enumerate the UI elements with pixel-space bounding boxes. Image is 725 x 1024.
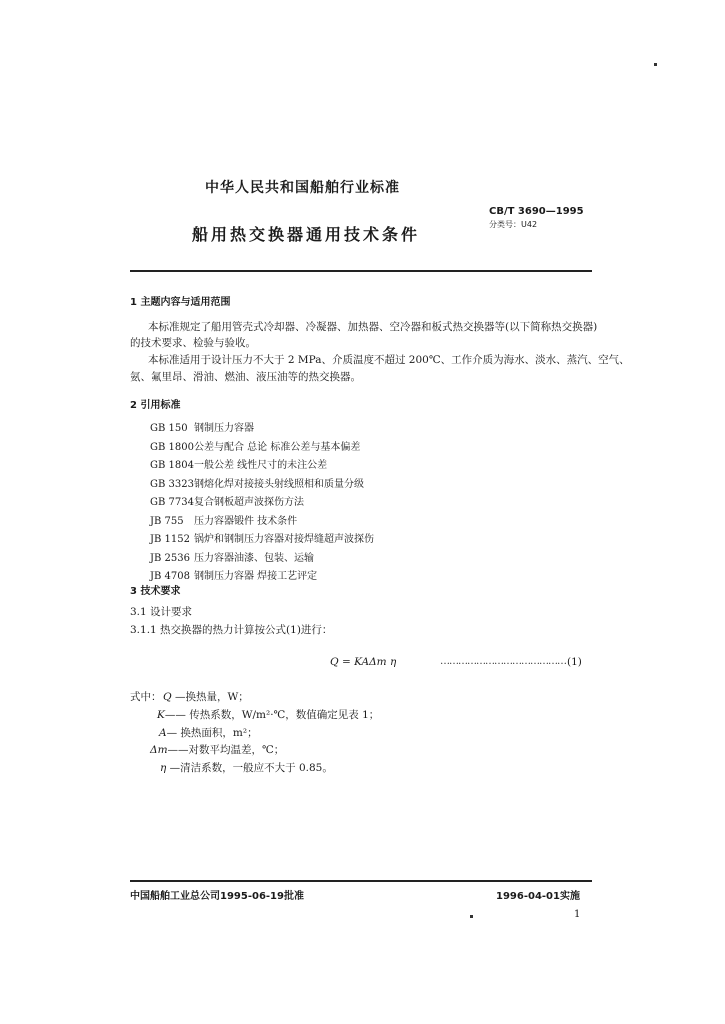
classification-number: 分类号：U42 (489, 220, 538, 229)
reference-item: JB 4708 钢制压力容器 焊接工艺评定 (150, 571, 318, 582)
reference-item: JB 2536 压力容器油漆、包装、运输 (150, 552, 314, 564)
formula-leader-dots: …………………………………… (440, 656, 566, 667)
section-3-heading: 3 技术要求 (130, 586, 181, 597)
reference-list (150, 420, 374, 587)
definition-q: Q —换热量，W； (163, 691, 249, 703)
formula-number: (1) (567, 656, 582, 668)
definition-k: K—— 传热系数，W/m²·℃，数值确定见表 1； (157, 709, 380, 721)
section-1-paragraph-2-line-2: 氨、氟里昂、滑油、燃油、液压油等的热交换器。 (130, 371, 361, 383)
section-1-paragraph-1-line-2: 的技术要求、检验与验收。 (130, 337, 256, 349)
effective-date: 1996-04-01实施 (496, 891, 580, 902)
definition-a: A— 换热面积，m²； (159, 727, 258, 739)
scan-speck (654, 63, 657, 66)
section-1-paragraph-1-line-1: 本标准规定了船用管壳式冷却器、冷凝器、加热器、空冷器和板式热交换器等(以下简称热交换器) (148, 321, 598, 333)
document-title: 船用热交换器通用技术条件 (192, 225, 421, 244)
header-rule (130, 270, 592, 272)
heat-load-formula: Q = KAΔm η (330, 656, 397, 668)
subsection-3-1-1-text: 3.1.1 热交换器的热力计算按公式(1)进行： (130, 624, 333, 636)
section-1-heading: 1 主题内容与适用范围 (130, 297, 231, 308)
reference-item: GB 1800公差与配合 总论 标准公差与基本偏差 (150, 441, 361, 453)
industry-title: 中华人民共和国船舶行业标准 (205, 180, 400, 196)
definitions-intro: 式中： (130, 691, 162, 703)
standard-number: CB/T 3690—1995 (489, 206, 584, 217)
reference-item: GB 3323钢熔化焊对接接头射线照相和质量分级 (150, 478, 364, 490)
definition-eta: η —清洁系数，一般应不大于 0.85。 (160, 762, 333, 774)
reference-item: JB 1152 锅炉和钢制压力容器对接焊缝超声波探伤 (150, 534, 374, 545)
reference-item: GB 7734复合钢板超声波探伤方法 (150, 497, 304, 508)
section-2-heading: 2 引用标准 (130, 400, 181, 411)
page-number: 1 (574, 909, 581, 920)
definition-delta-m: Δm——对数平均温差，℃； (150, 744, 285, 756)
section-1-paragraph-2-line-1: 本标准适用于设计压力不大于 2 MPa、介质温度不超过 200℃、工作介质为海水、淡水、蒸汽、空气、 (148, 354, 630, 366)
subsection-3-1-heading: 3.1 设计要求 (130, 606, 193, 618)
scan-speck (470, 915, 473, 918)
reference-item: GB 1804一般公差 线性尺寸的未注公差 (150, 460, 328, 471)
reference-item: JB 755 压力容器锻件 技术条件 (150, 515, 298, 527)
reference-item: GB 150 钢制压力容器 (150, 423, 254, 434)
footer-rule (130, 880, 592, 882)
approval-date: 中国船舶工业总公司1995-06-19批准 (130, 891, 304, 902)
